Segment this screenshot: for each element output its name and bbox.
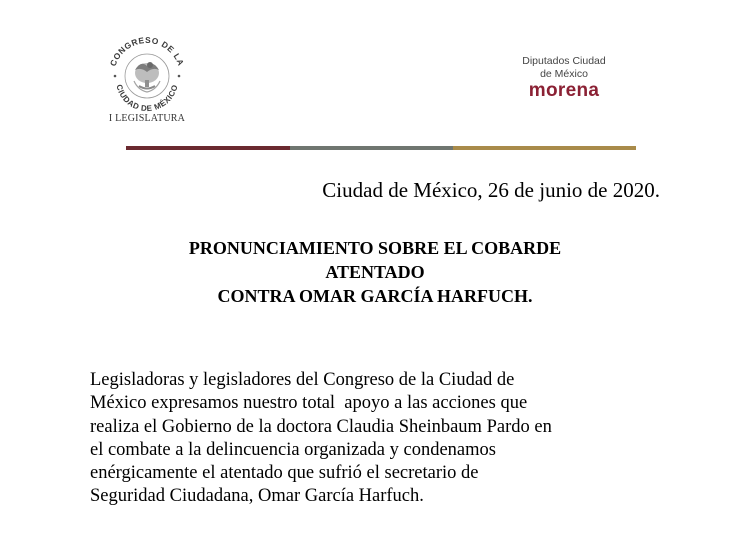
divider-segment-gold	[453, 146, 636, 150]
legislatura-label: I LEGISLATURA	[108, 113, 186, 124]
morena-brand-logo	[508, 55, 620, 101]
title-line: CONTRA OMAR GARCÍA HARFUCH.	[217, 286, 533, 306]
brand-line-2: de México	[540, 68, 588, 80]
body-line: realiza el Gobierno de la doctora Claudia Sheinbaum Pardo en	[90, 416, 552, 437]
body-line: México expresamos nuestro total apoyo a las acciones que	[90, 393, 528, 414]
divider-segment-gray	[290, 146, 453, 150]
title-line: ATENTADO	[325, 262, 425, 282]
header-divider	[126, 146, 636, 150]
body-line: el combate a la delincuencia organizada y condenamos	[90, 439, 496, 460]
congress-seal-logo	[104, 36, 190, 114]
seal-arc-top: CONGRESO DE LA	[107, 36, 187, 68]
title-line: PRONUNCIAMIENTO SOBRE EL COBARDE	[188, 238, 562, 258]
mexican-coat-of-arms-icon	[104, 36, 190, 114]
document-body	[90, 369, 680, 509]
svg-text:CONGRESO DE LA	[108, 36, 187, 67]
brand-line-1: Diputados Ciudad	[522, 55, 606, 67]
divider-segment-wine	[126, 146, 290, 150]
body-line: enérgicamente el atentado que sufrió el secretario de	[90, 463, 479, 484]
body-line: Seguridad Ciudadana, Omar García Harfuch.	[90, 486, 424, 507]
document-title	[100, 236, 650, 308]
brand-party-name: morena	[528, 80, 600, 101]
document-date: Ciudad de México, 26 de junio de 2020.	[322, 178, 660, 202]
body-line: Legisladoras y legisladores del Congreso de la Ciudad de	[90, 370, 515, 390]
seal-arc-bottom: CIUDAD DE MÉXICO	[114, 83, 180, 114]
